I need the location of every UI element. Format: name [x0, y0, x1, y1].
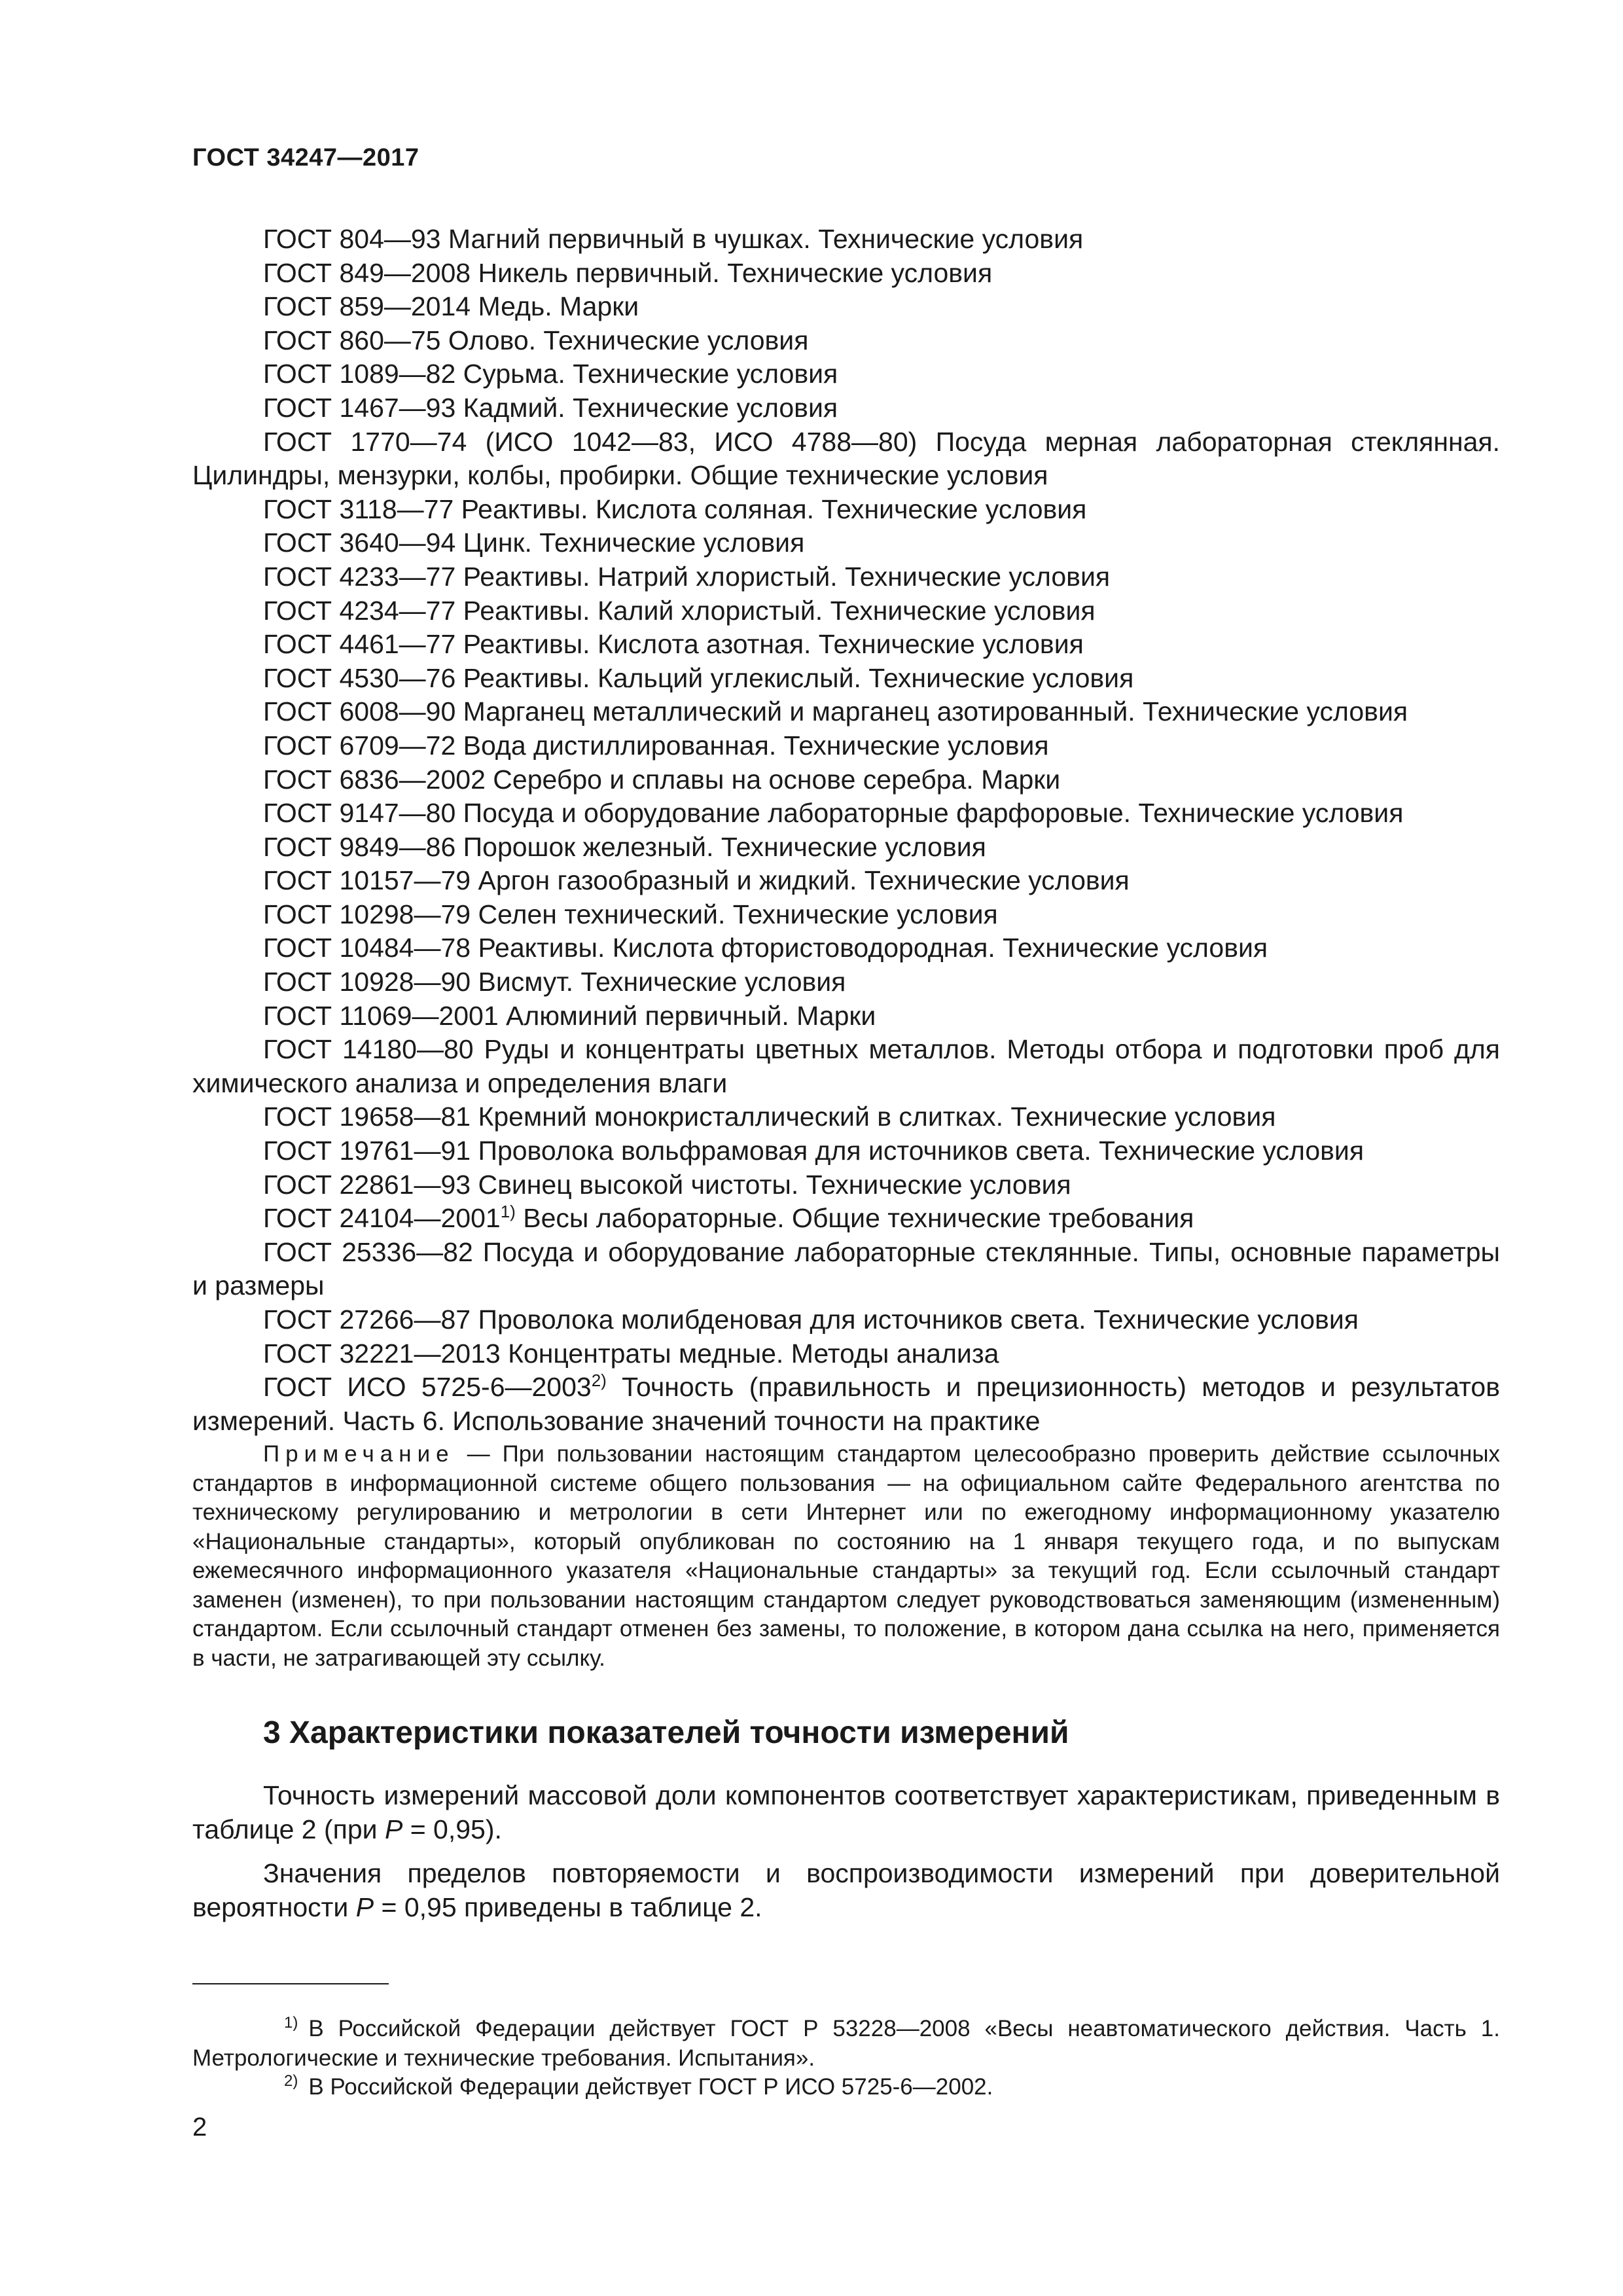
reference-item: ГОСТ 1467—93 Кадмий. Технические условия [263, 392, 838, 423]
footnote-mark: 1) [284, 2014, 298, 2032]
note-paragraph [192, 1440, 1500, 1673]
section-heading: 3 Характеристики показателей точности измерений [263, 1715, 1069, 1750]
section-body [192, 1779, 1500, 1924]
paragraph-text: Точность измерений массовой доли компонентов соответствует характеристикам, приведенным в таблице 2 (при [192, 1780, 1500, 1844]
reference-item: ГОСТ 19658—81 Кремний монокристаллический в слитках. Технические условия [263, 1102, 1276, 1132]
reference-item: ГОСТ 32221—2013 Концентраты медные. Методы анализа [263, 1338, 999, 1369]
footnote-ref-1: 1) [500, 1202, 516, 1222]
reference-item: ГОСТ 4530—76 Реактивы. Кальций углекислый. Технические условия [263, 662, 1134, 693]
reference-item [192, 1371, 1500, 1438]
footnote-text: В Российской Федерации действует ГОСТ Р ИСО 5725-6—2002. [308, 2074, 993, 2100]
page-number: 2 [192, 2113, 207, 2142]
paragraph-text: = 0,95 приведены в таблице 2. [374, 1892, 762, 1922]
probability-variable: P [384, 1814, 403, 1844]
footnote-item [192, 2015, 1500, 2073]
reference-item: ГОСТ 11069—2001 Алюминий первичный. Марки [263, 1000, 876, 1031]
reference-item: ГОСТ 9849—86 Порошок железный. Технические условия [263, 831, 986, 862]
normative-references-list [192, 223, 1500, 1438]
reference-item: ГОСТ 4233—77 Реактивы. Натрий хлористый. Технические условия [263, 561, 1111, 592]
document-header: ГОСТ 34247—2017 [192, 144, 419, 171]
reference-item: ГОСТ 6008—90 Марганец металлический и марганец азотированный. Технические условия [263, 696, 1408, 727]
reference-item: ГОСТ 3640—94 Цинк. Технические условия [263, 528, 805, 558]
note-label: Примечание [263, 1441, 455, 1467]
reference-item: ГОСТ 1770—74 (ИСО 1042—83, ИСО 4788—80) Посуда мерная лабораторная стеклянная. Цилиндры, мензурки, колбы, пробирки. Общие технические условия [192, 426, 1500, 491]
reference-item: ГОСТ 6709—72 Вода дистиллированная. Технические условия [263, 730, 1049, 761]
reference-item: ГОСТ 804—93 Магний первичный в чушках. Технические условия [263, 224, 1084, 254]
reference-item: ГОСТ 10157—79 Аргон газообразный и жидкий. Технические условия [263, 865, 1130, 896]
reference-item: ГОСТ 10928—90 Висмут. Технические условия [263, 967, 846, 997]
footnote-mark: 2) [284, 2072, 298, 2090]
reference-item: ГОСТ 14180—80 Руды и концентраты цветных металлов. Методы отбора и подготовки проб для химического анализа и определения влаги [192, 1034, 1500, 1098]
reference-item [192, 1202, 1500, 1236]
body-paragraph [192, 1779, 1500, 1846]
reference-item: ГОСТ 22861—93 Свинец высокой чистоты. Технические условия [263, 1169, 1071, 1200]
reference-item: ГОСТ 10298—79 Селен технический. Технические условия [263, 899, 998, 929]
reference-item: ГОСТ 6836—2002 Серебро и сплавы на основе серебра. Марки [263, 764, 1061, 795]
reference-item: ГОСТ 27266—87 Проволока молибденовая для источников света. Технические условия [263, 1304, 1359, 1335]
reference-item: ГОСТ 10484—78 Реактивы. Кислота фтористоводородная. Технические условия [263, 933, 1268, 963]
reference-item: ГОСТ 9147—80 Посуда и оборудование лабораторные фарфоровые. Технические условия [263, 798, 1404, 829]
reference-item: ГОСТ 4461—77 Реактивы. Кислота азотная. Технические условия [263, 629, 1084, 660]
footnote-item [192, 2073, 1500, 2102]
reference-item: ГОСТ 1089—82 Сурьма. Технические условия [263, 359, 838, 389]
reference-item: ГОСТ 19761—91 Проволока вольфрамовая для источников света. Технические условия [263, 1136, 1364, 1166]
reference-code: ГОСТ ИСО 5725-6—2003 [263, 1372, 592, 1403]
paragraph-text: = 0,95). [402, 1814, 502, 1844]
paragraph-text: Значения пределов повторяемости и воспроизводимости измерений при доверительной вероятности [192, 1858, 1500, 1922]
reference-title: Точность (правильность и прецизионность) методов и результатов измерений. Часть 6. Использование значений точности на практике [192, 1372, 1501, 1436]
reference-title: Весы лабораторные. Общие технические требования [515, 1203, 1194, 1234]
footnote-separator [192, 1983, 389, 1984]
reference-item: ГОСТ 4234—77 Реактивы. Калий хлористый. Технические условия [263, 595, 1096, 626]
reference-item: ГОСТ 3118—77 Реактивы. Кислота соляная. Технические условия [263, 493, 1087, 524]
probability-variable: P [355, 1892, 374, 1922]
footnote-text: В Российской Федерации действует ГОСТ Р 53228—2008 «Весы неавтоматического действия. Часть 1. Метрологические и технические требования. Испытания». [192, 2016, 1500, 2071]
reference-item: ГОСТ 859—2014 Медь. Марки [263, 291, 639, 322]
footnotes [192, 2015, 1500, 2102]
footnote-ref-2: 2) [591, 1371, 607, 1391]
reference-item: ГОСТ 860—75 Олово. Технические условия [263, 325, 809, 355]
reference-item: ГОСТ 25336—82 Посуда и оборудование лабораторные стеклянные. Типы, основные параметры и размеры [192, 1236, 1500, 1301]
reference-item: ГОСТ 849—2008 Никель первичный. Технические условия [263, 257, 993, 288]
note-text: — При пользовании настоящим стандартом целесообразно проверить действие ссылочных стандартов в информационной системе общего пользования — на официальном сайте Федерального агентства по техническому регулированию и метрологии в сети Интернет или по ежегодному информационному указателю «Национальные стандарты», который опубликован по состоянию на 1 января текущего года, и по выпускам ежемесячного информационного указателя «Национальные стандарты» за текущий год. Если ссылочный стандарт заменен (изменен), то при пользовании настоящим стандартом следует руководствоваться заменяющим (измененным) стандартом. Если ссылочный стандарт отменен без замены, то положение, в котором дана ссылка на него, применяется в части, не затрагивающей эту ссылку. [192, 1441, 1500, 1671]
body-paragraph [192, 1857, 1500, 1924]
reference-code: ГОСТ 24104—2001 [263, 1203, 501, 1234]
